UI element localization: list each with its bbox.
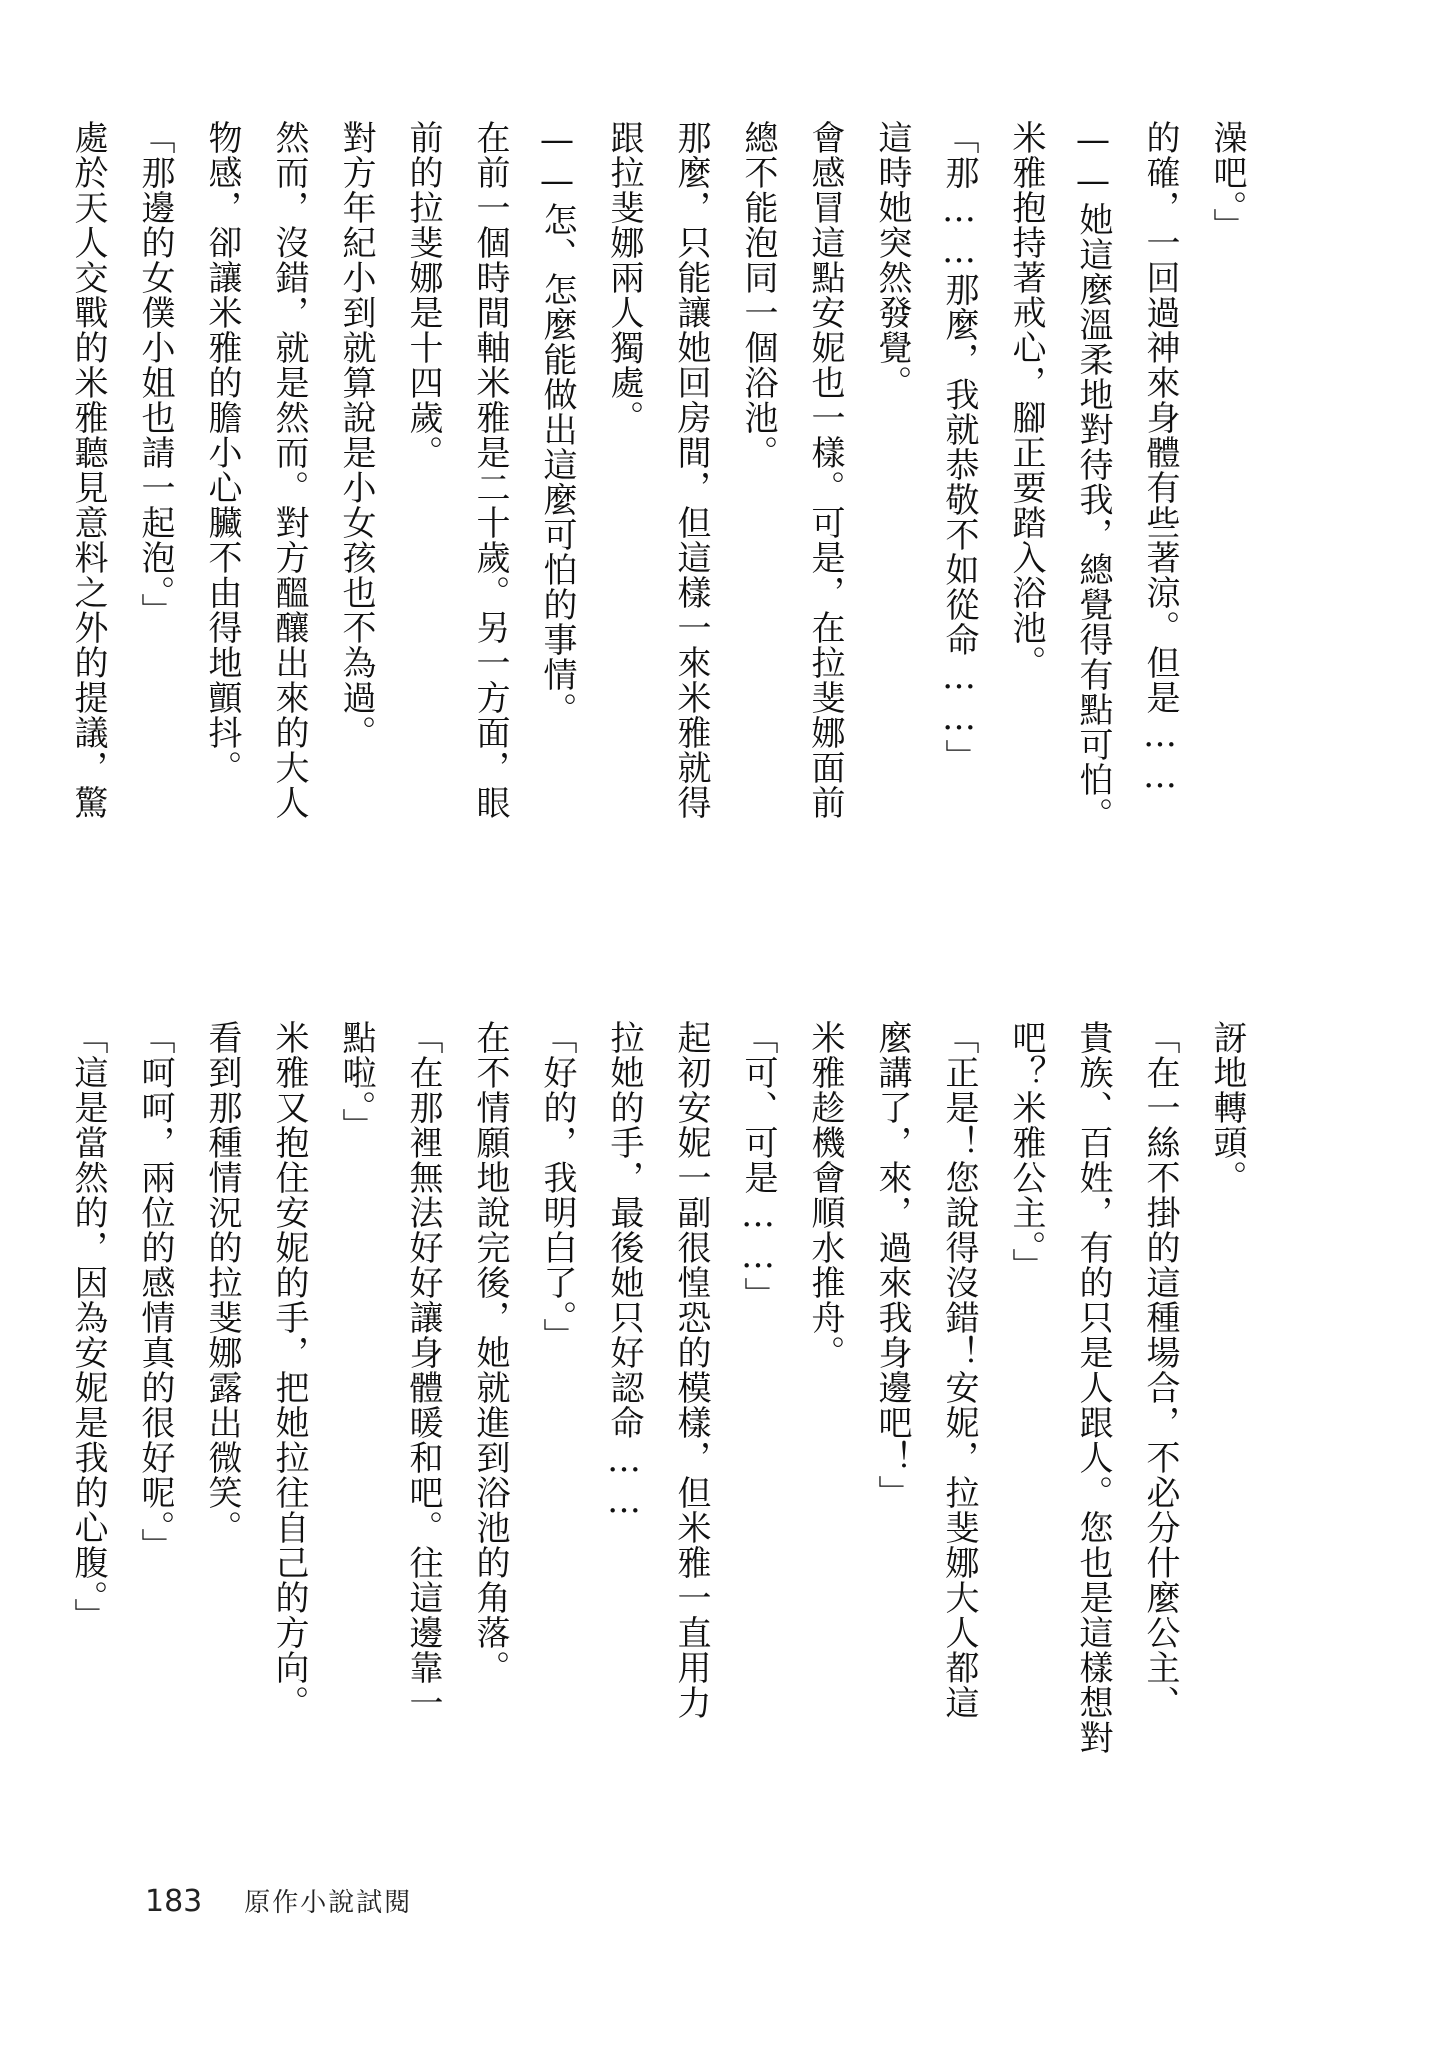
text-line: 「這是當然的，因為安妮是我的心腹。」 xyxy=(68,1020,108,1633)
text-line: 會感冒這點安妮也一樣。可是，在拉斐娜面前 xyxy=(805,120,845,820)
text-line: 「呵呵，兩位的感情真的很好呢。」 xyxy=(135,1020,175,1563)
text-line: 澡吧。」 xyxy=(1207,120,1247,243)
text-line: 那麼，只能讓她回房間，但這樣一來米雅就得 xyxy=(671,120,711,820)
text-line: 「在那裡無法好好讓身體暖和吧。往這邊靠一 xyxy=(403,1020,443,1720)
text-line: 「正是！您說得沒錯！安妮，拉斐娜大人都這 xyxy=(939,1020,979,1720)
text-line: 前的拉斐娜是十四歲。 xyxy=(403,120,443,470)
text-line: 吧？米雅公主。」 xyxy=(1006,1020,1046,1283)
page-number: 183 xyxy=(145,1884,203,1919)
upper-text-block xyxy=(68,120,1260,920)
text-line: 「在一絲不掛的這種場合，不必分什麼公主、 xyxy=(1140,1020,1180,1720)
text-line: 米雅又抱住安妮的手，把她拉往自己的方向。 xyxy=(269,1020,309,1720)
lower-text-block xyxy=(68,1020,1260,1820)
text-line: 貴族、百姓，有的只是人跟人。您也是這樣想對 xyxy=(1073,1020,1113,1755)
text-line: ——她這麼溫柔地對待我，總覺得有點可怕。 xyxy=(1073,120,1113,832)
text-line: 點啦。」 xyxy=(336,1020,376,1143)
text-line: 物感，卻讓米雅的膽小心臟不由得地顫抖。 xyxy=(202,120,242,785)
text-line: 起初安妮一副很惶恐的模樣，但米雅一直用力 xyxy=(671,1020,711,1720)
text-line: 在不情願地說完後，她就進到浴池的角落。 xyxy=(470,1020,510,1685)
text-line: 「好的，我明白了。」 xyxy=(537,1020,577,1353)
text-line: 拉她的手，最後她只好認命…… xyxy=(604,1020,644,1522)
text-line: 這時她突然發覺。 xyxy=(872,120,912,400)
text-line: 跟拉斐娜兩人獨處。 xyxy=(604,120,644,435)
text-line: 總不能泡同一個浴池。 xyxy=(738,120,778,470)
text-line: 在前一個時間軸米雅是二十歲。另一方面，眼 xyxy=(470,120,510,820)
text-line: 「那邊的女僕小姐也請一起泡。」 xyxy=(135,120,175,628)
page-footer xyxy=(145,1882,412,1922)
text-line: 看到那種情況的拉斐娜露出微笑。 xyxy=(202,1020,242,1545)
text-line: 然而，沒錯，就是然而。對方醞釀出來的大人 xyxy=(269,120,309,820)
text-line: 米雅趁機會順水推舟。 xyxy=(805,1020,845,1370)
running-title: 原作小說試閱 xyxy=(244,1888,413,1918)
text-line: 「那……那麼，我就恭敬不如從命……」 xyxy=(939,120,979,774)
text-line: 對方年紀小到就算說是小女孩也不為過。 xyxy=(336,120,376,750)
text-line: ——怎、怎麼能做出這麼可怕的事情。 xyxy=(537,120,577,727)
text-line: 米雅抱持著戒心，腳正要踏入浴池。 xyxy=(1006,120,1046,680)
text-line: 訝地轉頭。 xyxy=(1207,1020,1247,1195)
text-line: 「可、可是……」 xyxy=(738,1020,778,1312)
text-line: 麼講了，來，過來我身邊吧！」 xyxy=(872,1020,912,1510)
text-line: 處於天人交戰的米雅聽見意料之外的提議，驚 xyxy=(68,120,108,820)
text-line: 的確，一回過神來身體有些著涼。但是…… xyxy=(1140,120,1180,797)
